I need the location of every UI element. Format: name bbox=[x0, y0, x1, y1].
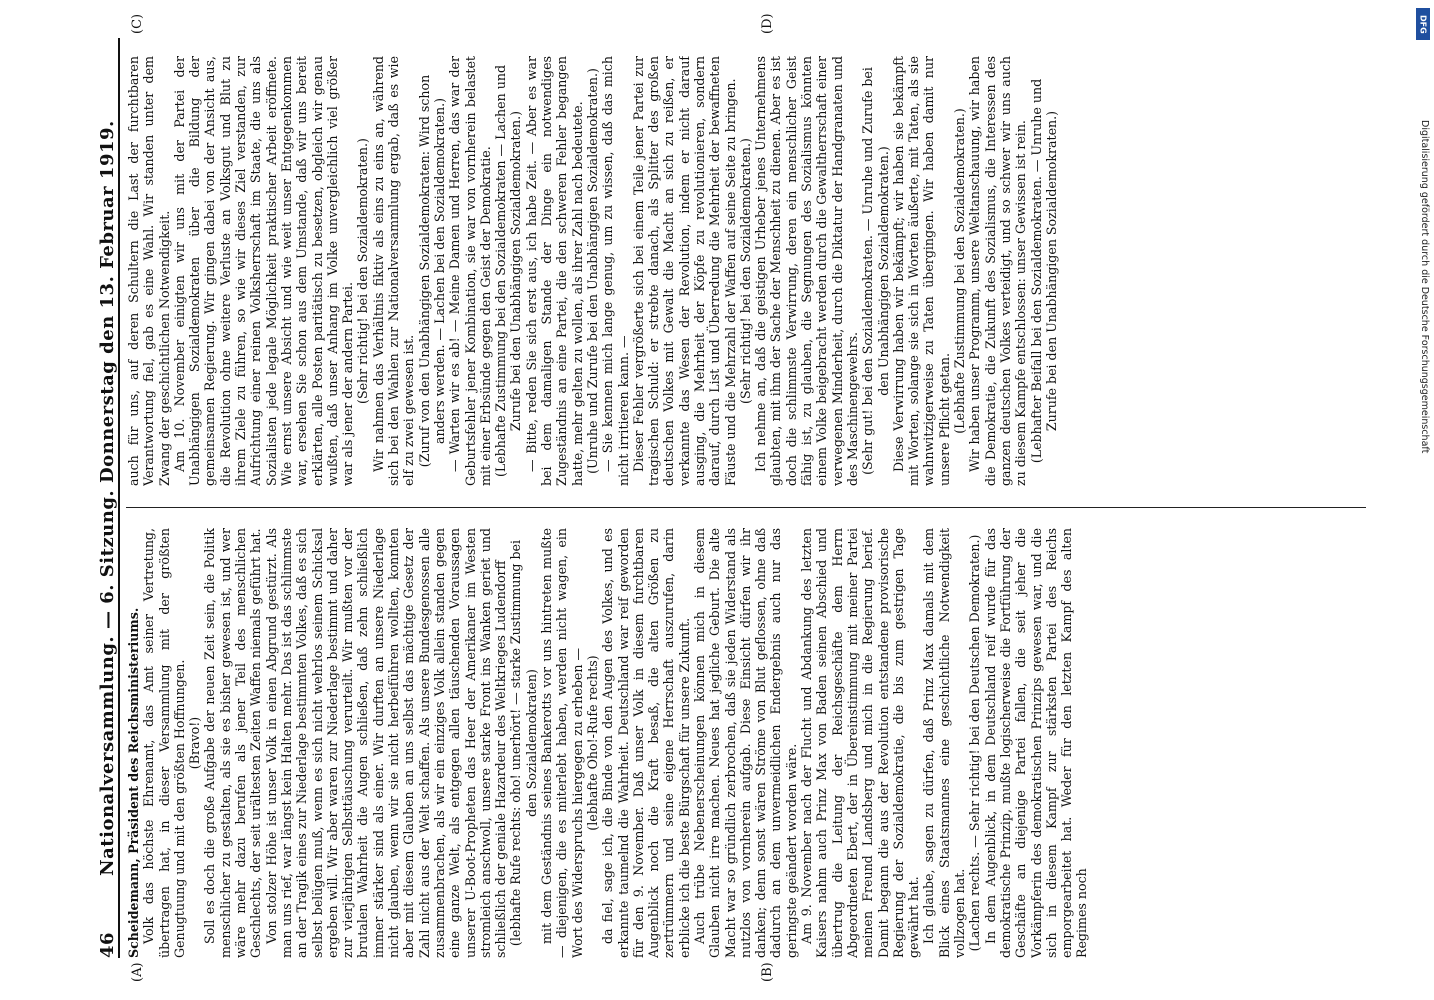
margin-mark-b: (B) bbox=[760, 962, 775, 982]
interjection: (Unruhe und Zurufe bei den Unabhängigen Sozialdemokraten.) bbox=[584, 68, 600, 474]
interjection: (Bravo!) bbox=[187, 716, 203, 770]
speaker-line: Scheidemann, Präsident des Reichsministeriums. bbox=[126, 607, 141, 958]
paragraph: Ich glaube, sagen zu dürfen, daß Prinz Max damals mit dem Blick eines Staatsmannes eine geschichtliche Notwendigkeit vollzogen hat. bbox=[921, 528, 968, 958]
digitization-credit bbox=[1414, 120, 1430, 880]
digitization-credit-text: Digitalisierung gefördert durch die Deutsche Forschungsgemeinschaft bbox=[1419, 120, 1430, 454]
interjection: (Sehr richtig! bei den Sozialdemokraten.) bbox=[737, 138, 753, 404]
paragraph: In dem Augenblick, in dem Deutschland reif wurde für das demokratische Prinzip, mußte logischerweise die Fortführung der Geschäfte an diejenige Partei fallen, die seit jeher die Vorkämpferin des demokratischen Prinzips gewesen war, und die sich in diesem Kampf zur stärksten Partei des Reichs emporgearbeitet hat. Weder für den letzten Kampf des alten Regimes noch bbox=[982, 528, 1090, 958]
right-column bbox=[126, 56, 1366, 486]
paragraph: Ich nehme an, daß die geistigen Urheber jenes Unternehmens glaubten, mit ihm der Sache der Menschheit zu dienen. Aber es ist doch die schlimmste Verwirrung, deren ein menschlicher Geist fähig ist, zu glauben, die Segnungen des Sozialismus könnten einem Volke beigebracht werden durch die Gewaltherrschaft einer verwegenen Minderheit, durch die Diktatur der Handgranaten und des Maschinengewehrs. bbox=[753, 56, 860, 486]
paragraph: auch für uns, auf deren Schultern die Last der furchtbaren Verantwortung fiel, gab es eine Wahl. Wir standen unter dem Zwang der geschichtlichen Notwendigkeit. bbox=[126, 56, 172, 486]
page-number: 46 bbox=[97, 931, 118, 958]
paragraph: Soll es doch die große Aufgabe der neuen Zeit sein, die Politik menschlicher zu gestalten, als sie es bisher gewesen ist, und wer wäre mehr dazu berufen als jener Teil des menschlichen Geschlechts, der seit urältesten Zeiten Waffen niemals geführt hat. bbox=[202, 528, 264, 958]
column-divider bbox=[126, 507, 1366, 508]
paragraph: Am 10. November einigten wir uns mit der Partei der Unabhängigen Sozialdemokraten über die Bildung der gemeinsamen Regierung. Wir gingen dabei von der Ansicht aus, die Revolution ohne weitere Verluste an Volksgut und Blut zu ihrem Ziele zu führen, so wie wir dieses Ziel verstanden, zur Aufrichtung einer reinen Volksherrschaft im Staate, die uns als Sozialisten jede legale Möglichkeit praktischer Arbeit eröffnete. Wie ernst unsere Absicht und wie weit unser Entgegenkommen war, ersehen Sie schon aus dem Umstande, daß wir uns bereit erklärten, alle Posten paritätisch zu besetzen, obgleich wir genau wußten, daß unser Anhang im Volke unvergleichlich viel größer war als jener der andern Partei. bbox=[171, 56, 356, 486]
margin-mark-a: (A) bbox=[130, 962, 145, 982]
paragraph: mit dem Geständnis seines Bankerotts vor uns hintreten mußte — diejenigen, die es miterlebt haben, werden nicht wagen, ein Wort des Widerspruchs hiergegen zu erheben — bbox=[539, 528, 585, 958]
margin-mark-d: (D) bbox=[760, 13, 775, 34]
interjection: (lebhafte Oho!-Rufe rechts) bbox=[584, 655, 600, 831]
paragraph: Diese Verwirrung haben wir bekämpft; wir haben sie bekämpft mit Worten, solange sie sich in Worten äußerte, mit Taten, als sie wahnwitzigerweise zu Taten übergingen. Wir haben damit nur unsere Pflicht getan. bbox=[890, 56, 952, 486]
paragraph: Auch trübe Nebenerscheinungen können mich in diesem Glauben nicht irre machen. Neues hat jegliche Geburt. Die alte Macht war so gründlich zerbrochen, daß sie jeden Widerstand als nutzlos von vornherein aufgab. Diese Einsicht dürfen wir ihr danken; denn sonst wären Ströme von Blut geflossen, ohne daß dadurch an dem unvermeidlichen Endergebnis auch nur das geringste geändert worden wäre. bbox=[691, 528, 799, 958]
paragraph: Dieser Fehler vergrößerte sich bei einem Teile jener Partei zur tragischen Schuld: er strebte danach, als Splitter des großen deutschen Volkes mit Gewalt die Macht an sich zu reißen, er verkannte das Wesen der Revolution, indem er nicht darauf ausging, die Mehrheit der Köpfe zu revolutionieren, sondern darauf, durch List und Überredung die Mehrheit der bewaffneten Fäuste und die Mehrzahl der Waffen auf seine Seite zu bringen. bbox=[630, 56, 738, 486]
paragraph: da fiel, sage ich, die Binde von den Augen des Volkes, und es erkannte taumelnd die Wahrheit. Deutschland war reif geworden für den 9. November. Daß unser Volk in diesem furchtbaren Augenblick noch die Kraft besaß, die alten Größen zu zertrümmern und seine eigene Herrschaft auszurufen, darin erblicke ich die beste Bürgschaft für unsere Zukunft. bbox=[600, 528, 692, 958]
interjection: (Sehr richtig! bei den Sozialdemokraten.) bbox=[355, 138, 371, 404]
interjection: (Lebhafte Zustimmung bei den Sozialdemokraten — Lachen und Zurufe bei den Unabhängigen Sozialdemokraten.) bbox=[493, 64, 524, 478]
interjection: (Lebhafte Zustimmung bei den Sozialdemokraten.) bbox=[952, 108, 968, 434]
page-title: Nationalversammlung. — 6. Sitzung. Donnerstag den 13. Februar 1919. bbox=[97, 120, 118, 876]
left-column bbox=[126, 528, 1366, 958]
margin-mark-c: (C) bbox=[130, 13, 145, 34]
paragraph: — Bitte, reden Sie sich erst aus, ich habe Zeit. — Aber es war bei dem damaligen Stande der Dinge ein notwendiges Zugeständnis an eine Partei, die den schweren Fehler begangen hatte, mehr gelten zu wollen, als ihrer Zahl nach bedeutete. bbox=[523, 56, 585, 486]
page-header bbox=[86, 38, 120, 958]
paragraph: Volk das höchste Ehrenamt, das Amt seiner Vertretung, übertragen hat, in dieser Versammlung mit der größten Genugtuung und mit den größten Hoffnungen. bbox=[141, 528, 187, 958]
interjection: (Sehr gut! bei den Sozialdemokraten. — Unruhe und Zurufe bei den Unabhängigen Sozialdemokraten.) bbox=[860, 67, 891, 475]
interjection: (Lebhafter Beifall bei den Sozialdemokraten. — Unruhe und Zurufe bei den Unabhängigen Sozialdemokraten.) bbox=[1028, 78, 1059, 464]
paragraph: Wir haben unser Programm, unsere Weltanschauung, wir haben die Demokratie, die Zukunft des Sozialismus, die Interessen des ganzen deutschen Volkes verteidigt, und so schwer wir uns auch zu diesem Kampfe entschlossen: unser Gewissen ist rein. bbox=[967, 56, 1029, 486]
dfg-logo: DFG bbox=[1416, 8, 1430, 40]
interjection: (lebhafte Rufe rechts: oho! unerhört! — starke Zustimmung bei den Sozialdemokraten) bbox=[508, 539, 539, 947]
paragraph: — Warten wir es ab! — Meine Damen und Herren, das war der Geburtsfehler jener Kombination, sie war von vornherein belastet mit einer Erbsünde gegen den Geist der Demokratie. bbox=[447, 56, 493, 486]
interjection: (Zuruf von den Unabhängigen Sozialdemokraten: Wird schon anders werden. — Lachen bei den Sozialdemokraten.) bbox=[416, 74, 447, 468]
paragraph: — Sie kennen mich lange genug, um zu wissen, daß das mich nicht irritieren kann. — bbox=[600, 56, 631, 486]
interjection: (Lachen rechts. — Sehr richtig! bei den Deutschen Demokraten.) bbox=[967, 534, 983, 952]
paragraph: Wir nahmen das Verhältnis fiktiv als eins zu eins an, während sich bei den Wahlen zur Nationalversammlung ergab, daß es wie elf zu zwei gewesen ist. bbox=[370, 56, 417, 486]
paragraph: Am 9. November nach der Flucht und Abdankung des letzten Kaisers nahm auch Prinz Max von Baden seinen Abschied und übertrug die Leitung der Reichsgeschäfte dem Herrn Abgeordneten Ebert, der in Übereinstimmung mit meiner Partei meinen Freund Landsberg und mich in die Regierung berief. Damit begann die aus der Revolution entstandene provisorische Regierung der Sozialdemokratie, die bis zum gestrigen Tage gewährt hat. bbox=[799, 528, 922, 958]
paragraph: Von stolzer Höhe ist unser Volk in einen Abgrund gestürzt. Als man uns rief, war längst kein Halten mehr. Das ist das schlimmste an der Tragik eines zur Niederlage bestimmten Volkes, daß es sich selbst belügen muß, wenn es sich nicht wehrlos seinem Schicksal ergeben will. Wir aber waren zur Niederlage bestimmt und daher zur vierjährigen Selbsttäuschung verurteilt. Wir mußten vor der brutalen Wahrheit die Augen schließen, daß zehn schließlich immer stärker sind als einer. Wir durften an unsere Niederlage nicht glauben, wenn wir sie nicht herbeiführen wollten, konnten aber mit diesem Glauben an uns selbst das mächtige Gesetz der Zahl nicht aus der Welt schaffen. Als unsere Bundesgenossen alle zusammenbrachen, als wir ein einziges Volk allein standen gegen eine ganze Welt, als entgegen allen täuschenden Voraussagen unserer U-Boot-Propheten das Heer der Amerikaner im Westen stromleich anschwoll, unsere starke Front ins Wanken geriet und schließlich der geniale Hazardeur des Weltkrieges Ludendorff bbox=[263, 528, 509, 958]
